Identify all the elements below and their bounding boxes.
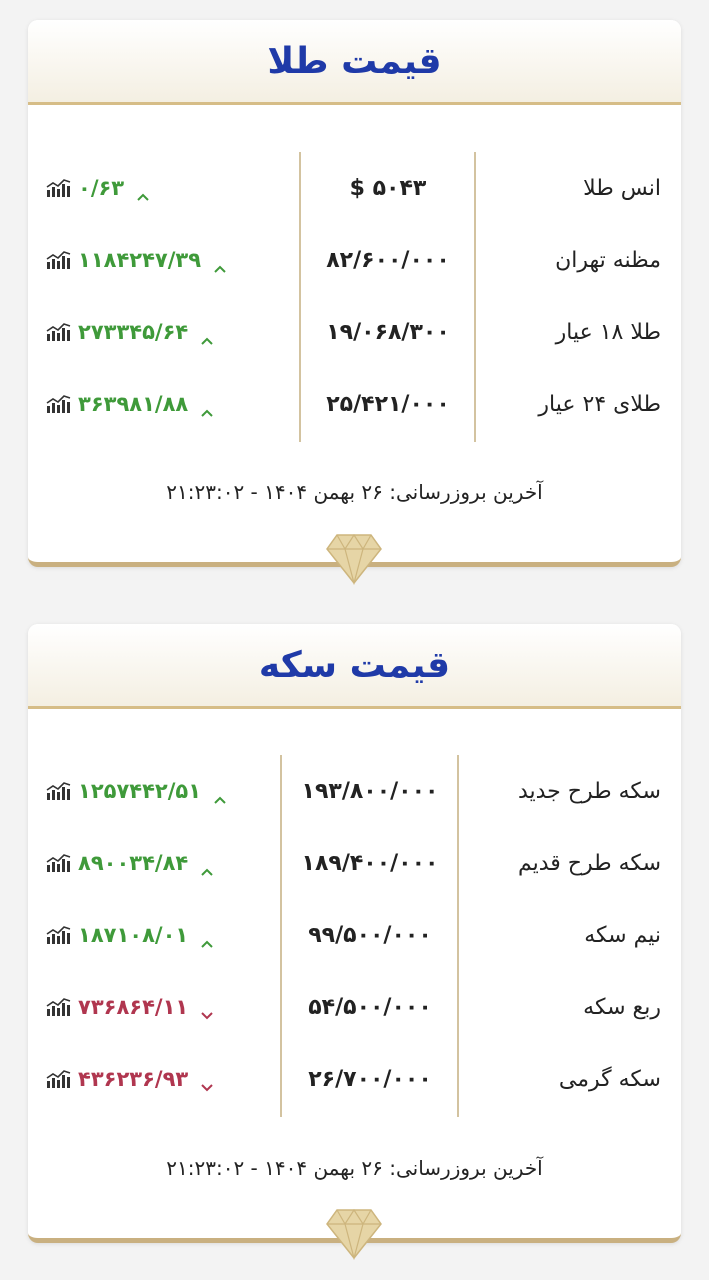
last-update-date: ۲۶ بهمن ۱۴۰۴ [264, 480, 383, 504]
change-value: ۰/۶۳ [78, 176, 125, 200]
table-row[interactable] [28, 899, 681, 971]
last-update-time: ۲۱:۲۳:۰۲ [166, 1156, 245, 1180]
bar-chart-icon[interactable] [46, 781, 72, 801]
change-value: ۱۸۷۱۰۸/۰۱ [78, 923, 189, 947]
item-change [46, 1043, 214, 1115]
bar-chart-icon[interactable] [46, 853, 72, 873]
item-price: ۱۹/۰۶۸/۳۰۰ [326, 319, 450, 345]
table-row[interactable] [28, 152, 681, 224]
bar-chart-icon[interactable] [46, 1069, 72, 1089]
item-name: سکه گرمی [558, 1066, 661, 1092]
last-update-label: آخرین بروزرسانی: [389, 480, 543, 504]
gold-card-title: قیمت طلا [267, 40, 442, 82]
change-value: ۳۶۳۹۸۱/۸۸ [78, 392, 189, 416]
table-row[interactable] [28, 1043, 681, 1115]
change-value: ۱۱۸۴۲۴۷/۳۹ [78, 248, 202, 272]
coin-card-title: قیمت سکه [258, 644, 451, 686]
item-name: طلای ۲۴ عیار [538, 391, 661, 417]
gold-price-table [28, 152, 681, 442]
item-change [46, 827, 214, 899]
chevron-up-icon [200, 327, 214, 337]
last-update-date: ۲۶ بهمن ۱۴۰۴ [264, 1156, 383, 1180]
last-update: آخرین بروزرسانی: ۲۶ بهمن ۱۴۰۴ - ۲۱:۲۳:۰۲ [166, 480, 543, 504]
chevron-up-icon [200, 399, 214, 409]
item-price: ۱۹۳/۸۰۰/۰۰۰ [301, 778, 439, 804]
item-price: ۱۸۹/۴۰۰/۰۰۰ [301, 850, 439, 876]
change-value: ۱۲۵۷۴۴۲/۵۱ [78, 779, 202, 803]
last-update-time: ۲۱:۲۳:۰۲ [166, 480, 245, 504]
gold-card-header [28, 20, 681, 105]
table-row[interactable] [28, 827, 681, 899]
item-price: ۵۴/۵۰۰/۰۰۰ [308, 994, 432, 1020]
item-name: طلا ۱۸ عیار [555, 319, 661, 345]
item-change [46, 971, 214, 1043]
coin-card-header [28, 624, 681, 709]
table-row[interactable] [28, 755, 681, 827]
bar-chart-icon[interactable] [46, 997, 72, 1017]
bar-chart-icon[interactable] [46, 925, 72, 945]
coin-price-table [28, 755, 681, 1117]
chevron-down-icon [200, 1074, 214, 1084]
table-row[interactable] [28, 971, 681, 1043]
item-name: ربع سکه [583, 994, 661, 1020]
item-name: مظنه تهران [555, 247, 661, 273]
coin-price-card [28, 624, 681, 1243]
change-value: ۲۷۳۳۴۵/۶۴ [78, 320, 189, 344]
chevron-up-icon [136, 183, 150, 193]
item-change [46, 899, 214, 971]
table-row[interactable] [28, 224, 681, 296]
table-row[interactable] [28, 368, 681, 440]
item-name: سکه طرح قدیم [517, 850, 661, 876]
item-name: سکه طرح جدید [517, 778, 661, 804]
diamond-icon [325, 533, 383, 585]
last-update-label: آخرین بروزرسانی: [389, 1156, 543, 1180]
bar-chart-icon[interactable] [46, 394, 72, 414]
diamond-icon [325, 1208, 383, 1260]
change-value: ۸۹۰۰۳۴/۸۴ [78, 851, 189, 875]
item-price: $ ۵۰۴۳ [349, 175, 427, 201]
change-value: ۴۳۶۲۳۶/۹۳ [78, 1067, 189, 1091]
bar-chart-icon[interactable] [46, 178, 72, 198]
table-row[interactable] [28, 296, 681, 368]
item-change [46, 368, 214, 440]
chevron-up-icon [213, 255, 227, 265]
item-name: نیم سکه [584, 922, 661, 948]
item-price: ۲۶/۷۰۰/۰۰۰ [308, 1066, 432, 1092]
chevron-up-icon [213, 786, 227, 796]
item-change [46, 224, 227, 296]
item-price: ۲۵/۴۲۱/۰۰۰ [326, 391, 450, 417]
item-name: انس طلا [583, 175, 661, 201]
bar-chart-icon[interactable] [46, 250, 72, 270]
change-value: ۷۳۶۸۶۴/۱۱ [78, 995, 189, 1019]
gold-price-card [28, 20, 681, 567]
chevron-down-icon [200, 1002, 214, 1012]
item-price: ۸۲/۶۰۰/۰۰۰ [326, 247, 450, 273]
last-update: آخرین بروزرسانی: ۲۶ بهمن ۱۴۰۴ - ۲۱:۲۳:۰۲ [166, 1156, 543, 1180]
chevron-up-icon [200, 858, 214, 868]
item-change [46, 755, 227, 827]
item-price: ۹۹/۵۰۰/۰۰۰ [308, 922, 432, 948]
chevron-up-icon [200, 930, 214, 940]
item-change [46, 296, 214, 368]
bar-chart-icon[interactable] [46, 322, 72, 342]
item-change [46, 152, 150, 224]
